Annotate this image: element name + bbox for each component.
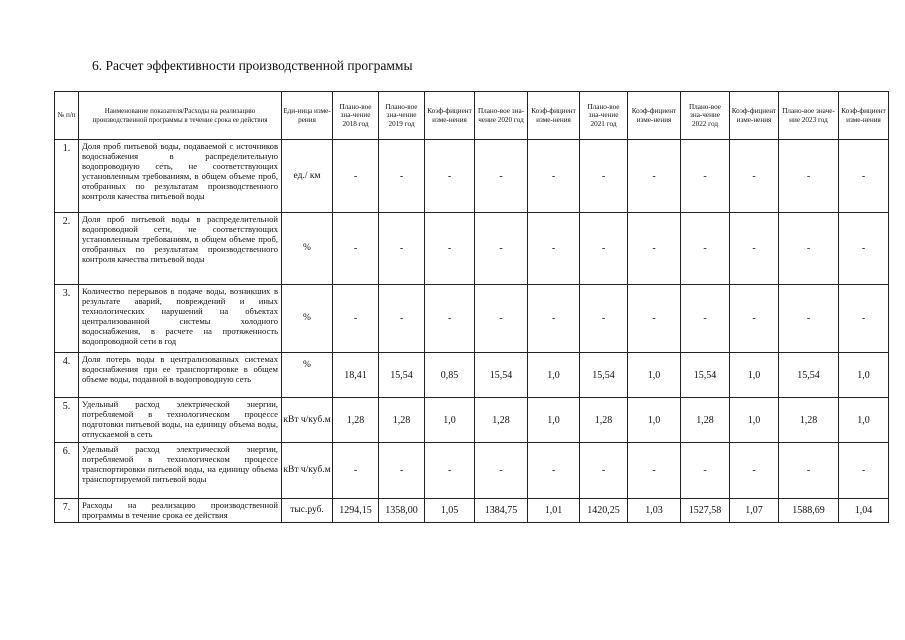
value-cell: - [580, 213, 628, 285]
header-cell: Коэф-фициент изме-нения [730, 92, 779, 140]
value-cell: - [425, 285, 475, 353]
value-cell: 1,05 [425, 499, 475, 523]
unit-cell: % [282, 213, 333, 285]
row-number: 2. [55, 213, 79, 285]
value-cell: - [425, 443, 475, 499]
value-cell: - [681, 443, 730, 499]
value-cell: 15,54 [580, 353, 628, 398]
value-cell: 15,54 [475, 353, 528, 398]
value-cell: - [730, 285, 779, 353]
header-cell: Плано-вое значе-ние 2023 год [779, 92, 839, 140]
value-cell: 1,03 [628, 499, 681, 523]
value-cell: - [475, 443, 528, 499]
value-cell: 15,54 [681, 353, 730, 398]
header-cell: Коэф-фициент изме-нения [839, 92, 889, 140]
indicator-name: Доля потерь воды в централизованных системах водоснабжения при ее транспортировке в общем объеме воды, поданной в водопроводную сеть [79, 353, 282, 398]
indicator-name: Удельный расход электрической энергии, потребляемой в технологическом процессе подготовки питьевой воды, на единицу объема воды, отпускаемой в сеть [79, 398, 282, 443]
value-cell: - [779, 140, 839, 213]
value-cell: - [779, 213, 839, 285]
value-cell: - [839, 285, 889, 353]
header-cell: Еди-ница изме-рения [282, 92, 333, 140]
indicator-name: Доля проб питьевой воды в распределительной водопроводной сети, не соответствующих установленным требованиям, в общем объеме проб, отобранных по результатам производственного контроля качества питьевой воды [79, 213, 282, 285]
value-cell: - [425, 213, 475, 285]
value-cell: - [333, 213, 379, 285]
value-cell: - [475, 213, 528, 285]
value-cell: - [528, 213, 580, 285]
value-cell: - [628, 285, 681, 353]
value-cell: 1,28 [379, 398, 425, 443]
value-cell: 1,0 [730, 398, 779, 443]
value-cell: 1294,15 [333, 499, 379, 523]
header-row [55, 92, 889, 140]
value-cell: 1,28 [580, 398, 628, 443]
indicator-name: Удельный расход электрической энергии, потребляемой в технологическом процессе транспортировки питьевой воды, на единицу объема транспортируемой питьевой воды [79, 443, 282, 499]
value-cell: - [379, 213, 425, 285]
value-cell: 1,28 [475, 398, 528, 443]
value-cell: - [333, 443, 379, 499]
table-row [55, 499, 889, 523]
value-cell: - [779, 285, 839, 353]
value-cell: 1,07 [730, 499, 779, 523]
value-cell: 1,0 [628, 353, 681, 398]
value-cell: - [779, 443, 839, 499]
value-cell: - [425, 140, 475, 213]
row-number: 7. [55, 499, 79, 523]
value-cell: 0,85 [425, 353, 475, 398]
row-number: 1. [55, 140, 79, 213]
value-cell: - [730, 140, 779, 213]
value-cell: - [528, 140, 580, 213]
efficiency-table [54, 91, 889, 523]
row-number: 4. [55, 353, 79, 398]
value-cell: - [839, 140, 889, 213]
value-cell: 1,0 [839, 398, 889, 443]
header-cell: Коэф-фициент изме-нения [628, 92, 681, 140]
value-cell: - [628, 443, 681, 499]
value-cell: - [580, 285, 628, 353]
value-cell: - [528, 285, 580, 353]
indicator-name: Расходы на реализацию производственной программы в течение срока ее действия [79, 499, 282, 523]
table-row [55, 353, 889, 398]
unit-cell: тыс.руб. [282, 499, 333, 523]
indicator-name: Доля проб питьевой воды, подаваемой с источников водоснабжения в распределительную водопроводную сеть, не соответствующих установленным требованиям, в общем объеме проб, отобранных по результатам производственного контроля качества питьевой воды [79, 140, 282, 213]
value-cell: - [681, 140, 730, 213]
value-cell: - [628, 140, 681, 213]
value-cell: 1,0 [730, 353, 779, 398]
value-cell: 1,0 [425, 398, 475, 443]
table-row [55, 285, 889, 353]
page-title: 6. Расчет эффективности производственной программы [92, 58, 413, 73]
header-cell: № п/п [55, 92, 79, 140]
value-cell: 1,28 [333, 398, 379, 443]
header-cell: Коэф-фициент изме-нения [528, 92, 580, 140]
value-cell: - [730, 213, 779, 285]
value-cell: - [681, 285, 730, 353]
value-cell: - [528, 443, 580, 499]
header-cell: Коэф-фициент изме-нения [425, 92, 475, 140]
value-cell: 1358,00 [379, 499, 425, 523]
value-cell: - [730, 443, 779, 499]
value-cell: 1,0 [528, 353, 580, 398]
value-cell: 1527,58 [681, 499, 730, 523]
row-number: 3. [55, 285, 79, 353]
value-cell: 1,28 [681, 398, 730, 443]
header-cell: Плано-вое зна-чение 2021 год [580, 92, 628, 140]
table-row [55, 213, 889, 285]
unit-cell: % [282, 285, 333, 353]
value-cell: - [475, 140, 528, 213]
table-row [55, 140, 889, 213]
header-cell: Плано-вое зна-чение 2019 год [379, 92, 425, 140]
header-cell: Наименование показателя/Расходы на реализацию производственной программы в течение срока ее действия [79, 92, 282, 140]
value-cell: - [333, 140, 379, 213]
value-cell: 1,28 [779, 398, 839, 443]
table-row [55, 443, 889, 499]
value-cell: - [379, 443, 425, 499]
value-cell: 1384,75 [475, 499, 528, 523]
value-cell: - [580, 140, 628, 213]
value-cell: - [475, 285, 528, 353]
value-cell: 1,0 [839, 353, 889, 398]
table-row [55, 398, 889, 443]
header-cell: Плано-вое зна-чение 2022 год [681, 92, 730, 140]
value-cell: 18,41 [333, 353, 379, 398]
value-cell: - [628, 213, 681, 285]
value-cell: - [681, 213, 730, 285]
value-cell: 1,0 [628, 398, 681, 443]
value-cell: - [333, 285, 379, 353]
unit-cell: % [282, 353, 333, 398]
row-number: 5. [55, 398, 79, 443]
row-number: 6. [55, 443, 79, 499]
unit-cell: ед./ км [282, 140, 333, 213]
value-cell: - [379, 285, 425, 353]
value-cell: 1420,25 [580, 499, 628, 523]
indicator-name: Количество перерывов в подаче воды, возникших в результате аварий, повреждений и иных технологических нарушений на объектах централизованной системы холодного водоснабжения, в расчете на протяженность водопроводной сети в год [79, 285, 282, 353]
value-cell: 1,01 [528, 499, 580, 523]
value-cell: 1,04 [839, 499, 889, 523]
unit-cell: кВт ч/куб.м [282, 398, 333, 443]
value-cell: 15,54 [379, 353, 425, 398]
header-cell: Плано-вое зна-чение 2020 год [475, 92, 528, 140]
value-cell: - [580, 443, 628, 499]
value-cell: 15,54 [779, 353, 839, 398]
value-cell: - [379, 140, 425, 213]
value-cell: 1,0 [528, 398, 580, 443]
unit-cell: кВт ч/куб.м [282, 443, 333, 499]
header-cell: Плано-вое зна-чение 2018 год [333, 92, 379, 140]
value-cell: 1588,69 [779, 499, 839, 523]
value-cell: - [839, 443, 889, 499]
value-cell: - [839, 213, 889, 285]
